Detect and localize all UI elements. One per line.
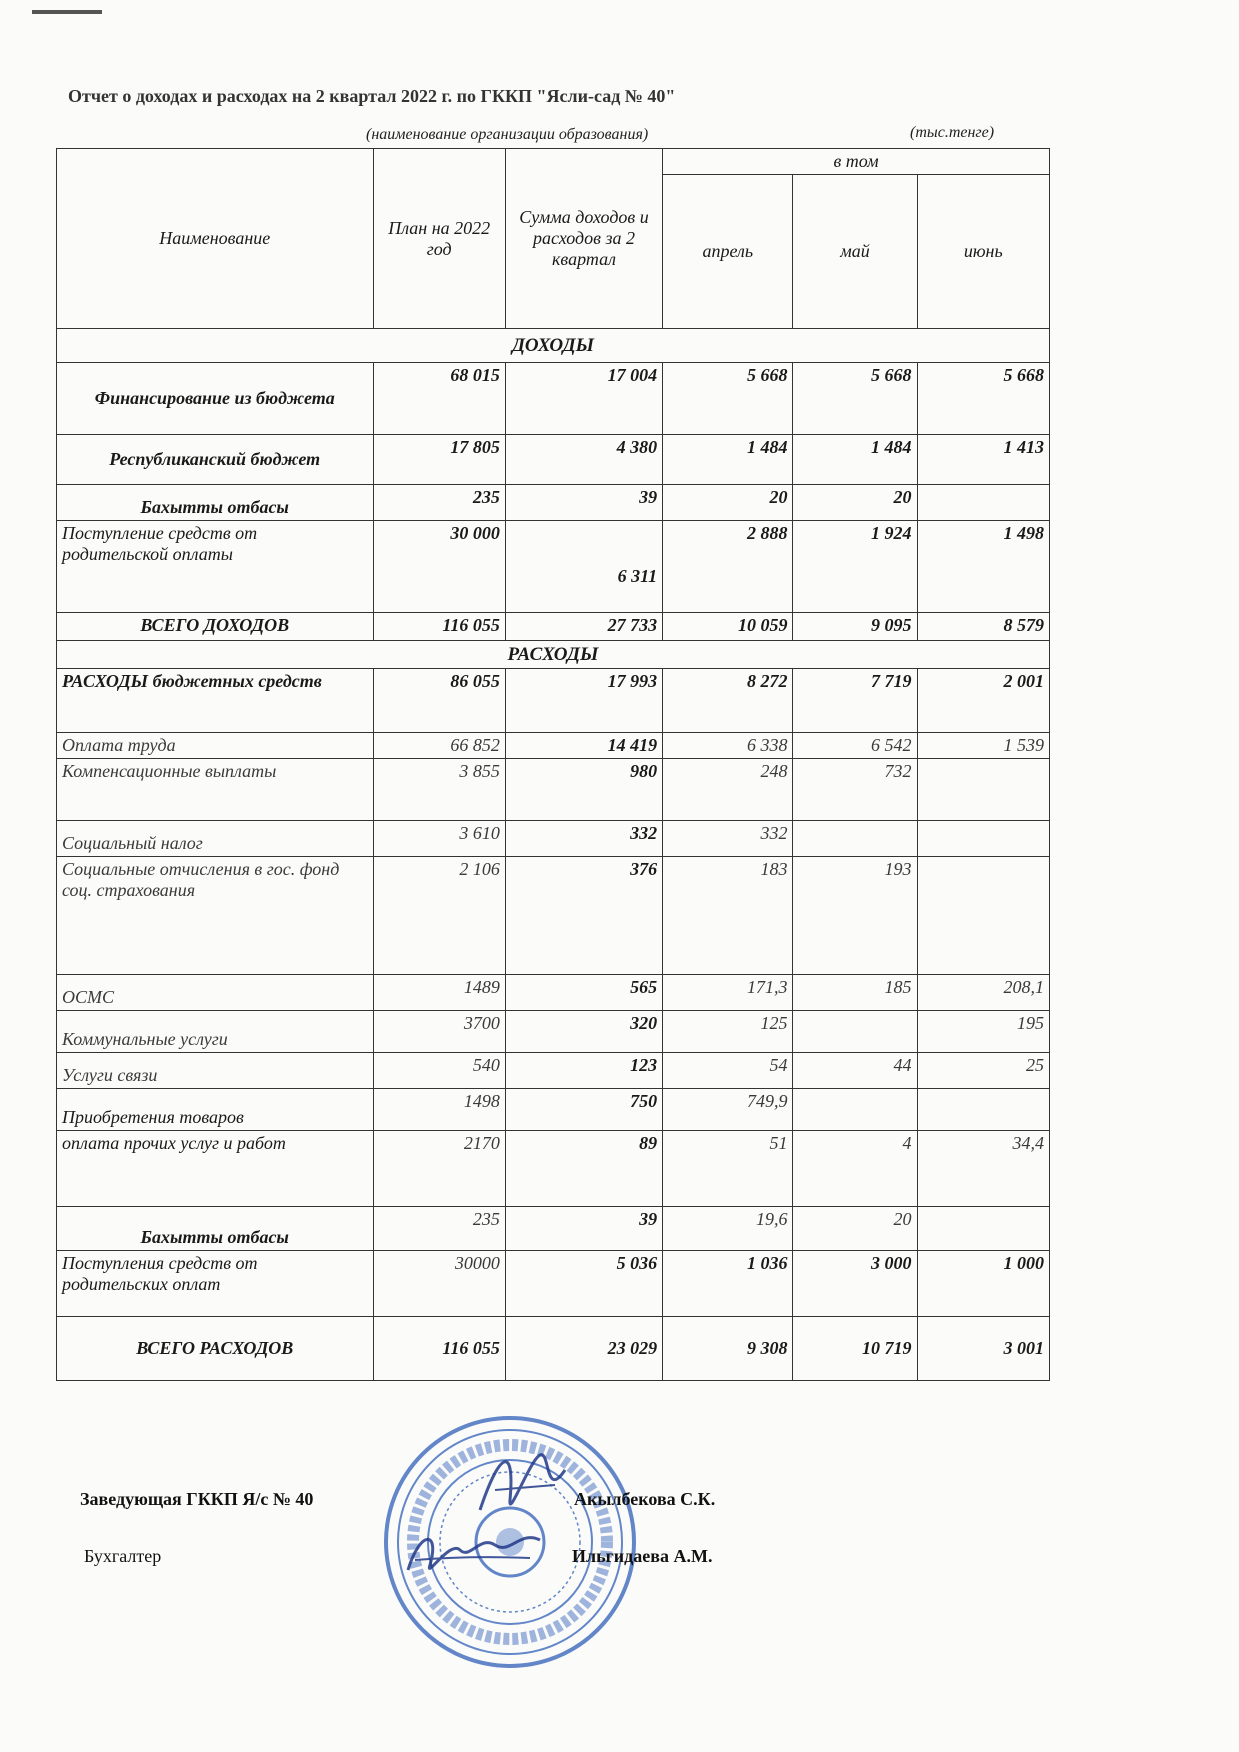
table-row	[57, 857, 1050, 975]
table-row	[57, 1089, 1050, 1131]
cell-june: 3 001	[917, 1317, 1049, 1381]
cell-may: 9 095	[793, 613, 917, 641]
row-name: Поступление средств от родительской оплаты	[57, 521, 374, 613]
cell-june: 208,1	[917, 975, 1049, 1011]
table-row	[57, 1251, 1050, 1317]
cell-june: 2 001	[917, 669, 1049, 733]
accountant-signature	[400, 1520, 550, 1590]
cell-may: 20	[793, 1207, 917, 1251]
section-income: ДОХОДЫ	[57, 329, 1050, 363]
table-row	[57, 485, 1050, 521]
cell-april: 2 888	[663, 521, 793, 613]
table-row	[57, 759, 1050, 821]
cell-april: 8 272	[663, 669, 793, 733]
table-row	[57, 975, 1050, 1011]
cell-april: 19,6	[663, 1207, 793, 1251]
cell-sum: 332	[505, 821, 662, 857]
cell-plan: 30000	[373, 1251, 505, 1317]
cell-june: 1 413	[917, 435, 1049, 485]
cell-may: 7 719	[793, 669, 917, 733]
cell-may	[793, 1011, 917, 1053]
row-name: Оплата труда	[57, 733, 374, 759]
header-name: Наименование	[57, 149, 374, 329]
head-name: Акылбекова С.К.	[574, 1489, 716, 1509]
cell-sum: 5 036	[505, 1251, 662, 1317]
cell-april: 51	[663, 1131, 793, 1207]
section-expenses: РАСХОДЫ	[57, 641, 1050, 669]
cell-plan: 30 000	[373, 521, 505, 613]
cell-april: 54	[663, 1053, 793, 1089]
income-expense-table	[56, 148, 1050, 1381]
cell-plan: 17 805	[373, 435, 505, 485]
cell-plan: 540	[373, 1053, 505, 1089]
cell-april: 1 036	[663, 1251, 793, 1317]
table-row	[57, 1053, 1050, 1089]
cell-may: 6 542	[793, 733, 917, 759]
cell-sum: 17 004	[505, 363, 662, 435]
cell-june: 8 579	[917, 613, 1049, 641]
cell-april: 5 668	[663, 363, 793, 435]
table-row	[57, 1317, 1050, 1381]
cell-may: 185	[793, 975, 917, 1011]
table-row	[57, 733, 1050, 759]
cell-may: 193	[793, 857, 917, 975]
cell-may: 1 924	[793, 521, 917, 613]
cell-may: 3 000	[793, 1251, 917, 1317]
row-name: Компенсационные выплаты	[57, 759, 374, 821]
report-title: Отчет о доходах и расходах на 2 квартал 2022 г. по ГККП "Ясли-сад № 40"	[68, 86, 676, 106]
accountant-name: Ильгидаева А.М.	[572, 1546, 713, 1566]
cell-plan: 3 855	[373, 759, 505, 821]
row-name: Республиканский бюджет	[57, 435, 374, 485]
table-row	[57, 521, 1050, 613]
table-row	[57, 363, 1050, 435]
header-sum: Сумма доходов и расходов за 2 квартал	[505, 149, 662, 329]
cell-sum: 376	[505, 857, 662, 975]
row-name: оплата прочих услуг и работ	[57, 1131, 374, 1207]
cell-june	[917, 857, 1049, 975]
row-name: Финансирование из бюджета	[57, 363, 374, 435]
table-row	[57, 669, 1050, 733]
cell-sum: 565	[505, 975, 662, 1011]
row-name: ОСМС	[57, 975, 374, 1011]
cell-april: 332	[663, 821, 793, 857]
table-row	[57, 1207, 1050, 1251]
header-april: апрель	[663, 175, 793, 329]
cell-plan: 116 055	[373, 1317, 505, 1381]
cell-june: 1 498	[917, 521, 1049, 613]
row-name: Приобретения товаров	[57, 1089, 374, 1131]
cell-june: 34,4	[917, 1131, 1049, 1207]
cell-may: 20	[793, 485, 917, 521]
organization-caption: (наименование организации образования)	[366, 126, 649, 143]
cell-april: 1 484	[663, 435, 793, 485]
cell-april: 749,9	[663, 1089, 793, 1131]
cell-plan: 66 852	[373, 733, 505, 759]
cell-plan: 2170	[373, 1131, 505, 1207]
row-name: Поступления средств от родительских оплат	[57, 1251, 374, 1317]
cell-sum: 39	[505, 1207, 662, 1251]
cell-june	[917, 1089, 1049, 1131]
cell-may: 5 668	[793, 363, 917, 435]
cell-sum: 123	[505, 1053, 662, 1089]
cell-plan: 3700	[373, 1011, 505, 1053]
cell-april: 171,3	[663, 975, 793, 1011]
cell-sum: 39	[505, 485, 662, 521]
cell-april: 10 059	[663, 613, 793, 641]
cell-plan: 1498	[373, 1089, 505, 1131]
header-plan: План на 2022 год	[373, 149, 505, 329]
cell-may	[793, 821, 917, 857]
cell-sum: 750	[505, 1089, 662, 1131]
cell-sum: 320	[505, 1011, 662, 1053]
header-june: июнь	[917, 175, 1049, 329]
cell-june	[917, 1207, 1049, 1251]
header-including: в том	[663, 149, 1050, 175]
table-row	[57, 613, 1050, 641]
table-row	[57, 435, 1050, 485]
cell-plan: 116 055	[373, 613, 505, 641]
cell-may: 732	[793, 759, 917, 821]
cell-sum: 17 993	[505, 669, 662, 733]
cell-plan: 235	[373, 485, 505, 521]
cell-june: 5 668	[917, 363, 1049, 435]
cell-june	[917, 759, 1049, 821]
cell-sum: 14 419	[505, 733, 662, 759]
row-name: Социальный налог	[57, 821, 374, 857]
cell-plan: 3 610	[373, 821, 505, 857]
cell-plan: 2 106	[373, 857, 505, 975]
cell-april: 9 308	[663, 1317, 793, 1381]
cell-april: 20	[663, 485, 793, 521]
row-name: Бахытты отбасы	[57, 485, 374, 521]
row-name: Социальные отчисления в гос. фонд соц. страхования	[57, 857, 374, 975]
row-name: Бахытты отбасы	[57, 1207, 374, 1251]
cell-may: 1 484	[793, 435, 917, 485]
cell-plan: 1489	[373, 975, 505, 1011]
cell-june: 1 000	[917, 1251, 1049, 1317]
cell-june	[917, 485, 1049, 521]
cell-plan: 86 055	[373, 669, 505, 733]
cell-april: 125	[663, 1011, 793, 1053]
head-signature	[470, 1440, 580, 1530]
cell-june: 25	[917, 1053, 1049, 1089]
cell-sum: 4 380	[505, 435, 662, 485]
cell-may: 4	[793, 1131, 917, 1207]
head-title: Заведующая ГККП Я/с № 40	[80, 1489, 314, 1509]
row-name: ВСЕГО РАСХОДОВ	[57, 1317, 374, 1381]
row-name: Услуги связи	[57, 1053, 374, 1089]
cell-june: 195	[917, 1011, 1049, 1053]
scan-artifact	[32, 10, 102, 14]
cell-may	[793, 1089, 917, 1131]
cell-sum: 89	[505, 1131, 662, 1207]
table-row	[57, 821, 1050, 857]
cell-may: 10 719	[793, 1317, 917, 1381]
cell-plan: 68 015	[373, 363, 505, 435]
cell-april: 6 338	[663, 733, 793, 759]
cell-sum: 23 029	[505, 1317, 662, 1381]
cell-sum: 6 311	[505, 521, 662, 613]
cell-sum: 980	[505, 759, 662, 821]
cell-april: 183	[663, 857, 793, 975]
cell-april: 248	[663, 759, 793, 821]
cell-may: 44	[793, 1053, 917, 1089]
header-may: май	[793, 175, 917, 329]
cell-june: 1 539	[917, 733, 1049, 759]
unit-caption: (тыс.тенге)	[910, 124, 995, 141]
cell-june	[917, 821, 1049, 857]
cell-sum: 27 733	[505, 613, 662, 641]
accountant-title: Бухгалтер	[84, 1546, 162, 1566]
row-name: Коммунальные услуги	[57, 1011, 374, 1053]
table-row	[57, 1011, 1050, 1053]
cell-plan: 235	[373, 1207, 505, 1251]
row-name: РАСХОДЫ бюджетных средств	[57, 669, 374, 733]
row-name: ВСЕГО ДОХОДОВ	[57, 613, 374, 641]
table-row	[57, 1131, 1050, 1207]
